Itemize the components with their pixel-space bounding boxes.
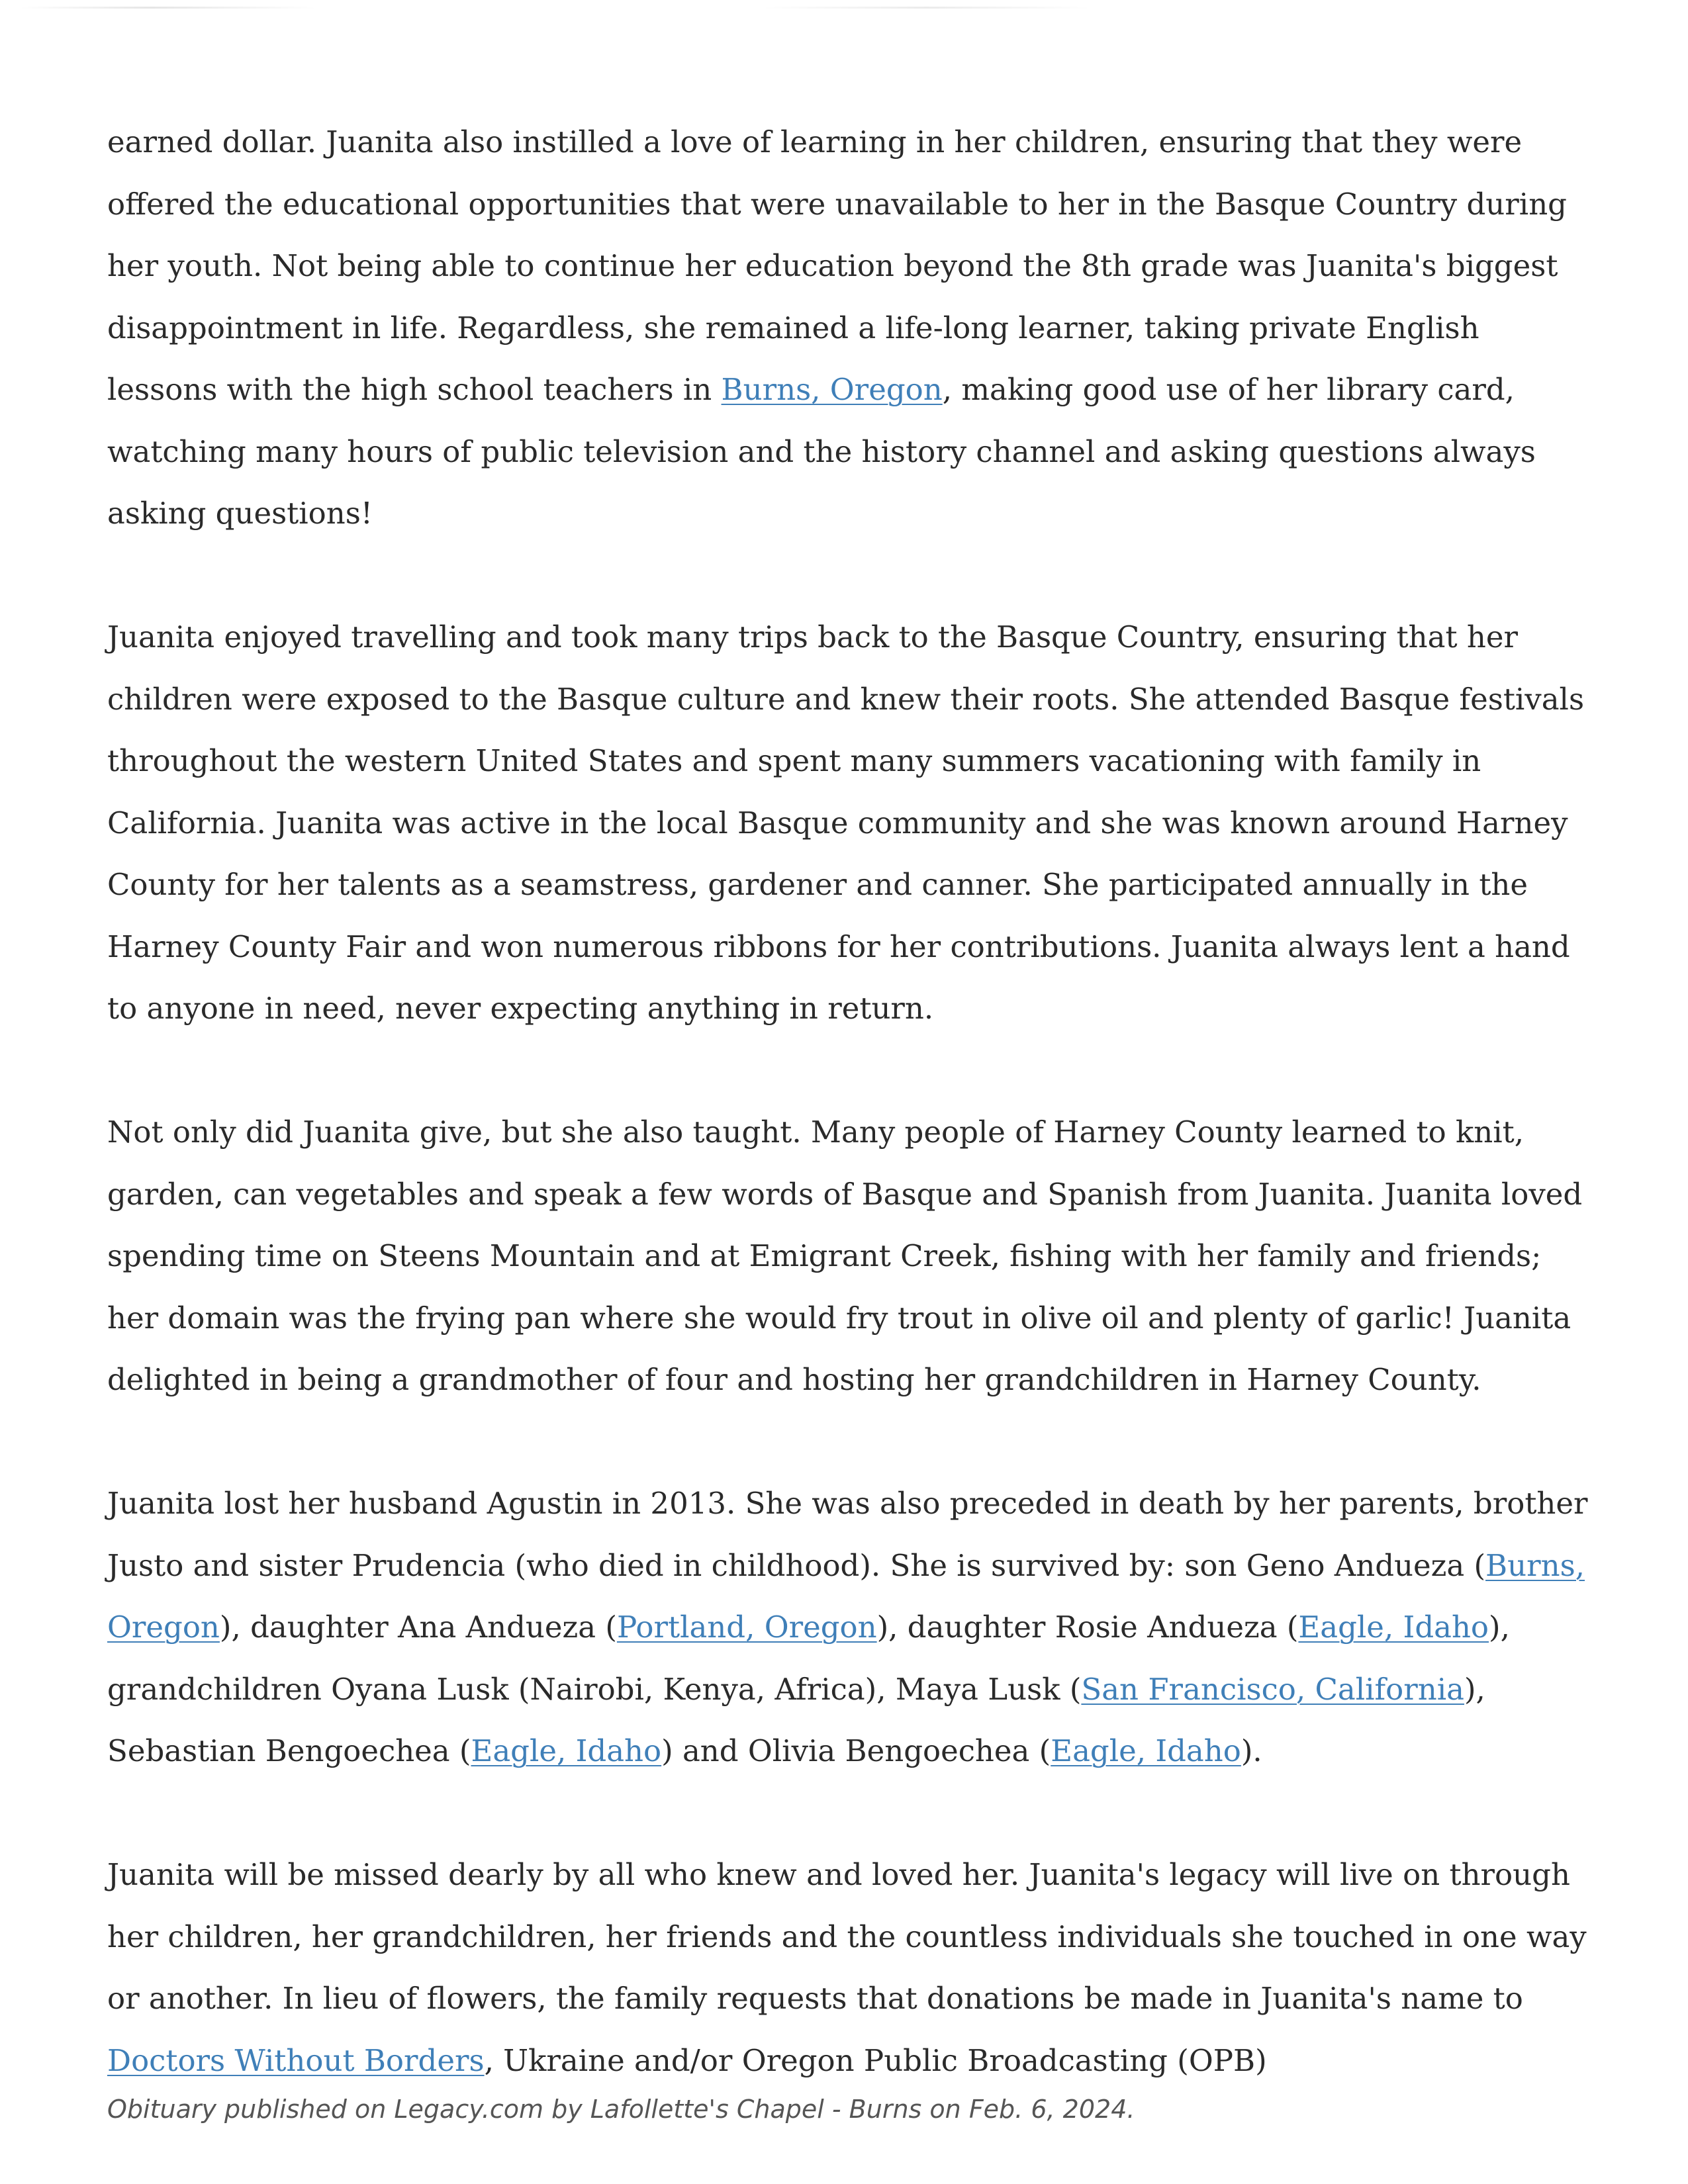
paragraph-text: Juanita enjoyed travelling and took many trips back to the Basque Country, ensuring that her children were exposed to the Basque culture and knew their roots. She attended Basque festivals throughout the western United States and spent many summers vacationing with family in California. Juanita was active in the local Basque community and she was known around Harney County for her talents as a seamstress, gardener and canner. She participated annually in the Harney County Fair and won numerous ribbons for her contributions. Juanita always lent a hand to anyone in need, never expecting anything in return. bbox=[107, 619, 1585, 1026]
publication-footer: Obituary published on Legacy.com by Lafollette's Chapel - Burns on Feb. 6, 2024. bbox=[107, 2095, 1135, 2124]
paragraph-text: , making good use of her library card, watching many hours of public television and the history channel and asking questions always asking questions! bbox=[107, 372, 1536, 531]
paragraph-2 bbox=[107, 606, 1597, 1040]
paragraph-text: Juanita will be missed dearly by all who knew and loved her. Juanita's legacy will live on through her children, her grandchildren, her friends and the countless individuals she touched in one way or another. In lieu of flowers, the family requests that donations be made in Juanita's name to bbox=[107, 1857, 1587, 2016]
paragraph-text: ), Sebastian Bengoechea ( bbox=[107, 1671, 1485, 1768]
location-link[interactable]: Eagle, Idaho bbox=[471, 1733, 662, 1768]
scan-edge-line bbox=[20, 7, 1668, 9]
location-link[interactable]: San Francisco, California bbox=[1081, 1671, 1464, 1707]
paragraph-3 bbox=[107, 1101, 1597, 1411]
location-link[interactable]: Burns, Oregon bbox=[721, 372, 943, 407]
location-link[interactable]: Eagle, Idaho bbox=[1051, 1733, 1241, 1768]
location-link[interactable]: Eagle, Idaho bbox=[1298, 1610, 1489, 1645]
paragraph-text: ), daughter Ana Andueza ( bbox=[219, 1610, 617, 1645]
location-link[interactable]: Portland, Oregon bbox=[616, 1610, 877, 1645]
paragraph-text: earned dollar. Juanita also instilled a love of learning in her children, ensuring that they were offered the educational opportunities that were unavailable to her in the Basque Country during her youth. Not being able to continue her education beyond the 8th grade was Juanita's biggest disappointment in life. Regardless, she remained a life-long learner, taking private English lessons with the high school teachers in bbox=[107, 124, 1567, 407]
paragraph-text: ). bbox=[1241, 1733, 1262, 1768]
paragraph-text: ) and Olivia Bengoechea ( bbox=[661, 1733, 1051, 1768]
paragraph-text: ), daughter Rosie Andueza ( bbox=[876, 1610, 1299, 1645]
paragraph-text: Not only did Juanita give, but she also taught. Many people of Harney County learned to knit, garden, can vegetables and speak a few words of Basque and Spanish from Juanita. Juanita loved spending time on Steens Mountain and at Emigrant Creek, fishing with her family and friends; her domain was the frying pan where she would fry trout in olive oil and plenty of garlic! Juanita delighted in being a grandmother of four and hosting her grandchildren in Harney County. bbox=[107, 1115, 1583, 1397]
obituary-body bbox=[107, 111, 1597, 2127]
paragraph-list bbox=[107, 111, 1597, 2091]
paragraph-text: Juanita lost her husband Agustin in 2013. She was also preceded in death by her parents, brother Justo and sister Prudencia (who died in childhood). She is survived by: son Geno Andueza ( bbox=[107, 1486, 1588, 1583]
paragraph-text: ), grandchildren Oyana Lusk (Nairobi, Kenya, Africa), Maya Lusk ( bbox=[107, 1610, 1510, 1707]
location-link[interactable]: Doctors Without Borders bbox=[107, 2042, 485, 2078]
paragraph-5 bbox=[107, 1844, 1597, 2091]
paragraph-1 bbox=[107, 111, 1597, 545]
paragraph-text: , Ukraine and/or Oregon Public Broadcasting (OPB) bbox=[484, 2042, 1267, 2078]
location-link[interactable]: Burns, Oregon bbox=[107, 1547, 1585, 1645]
paragraph-4 bbox=[107, 1473, 1597, 1782]
